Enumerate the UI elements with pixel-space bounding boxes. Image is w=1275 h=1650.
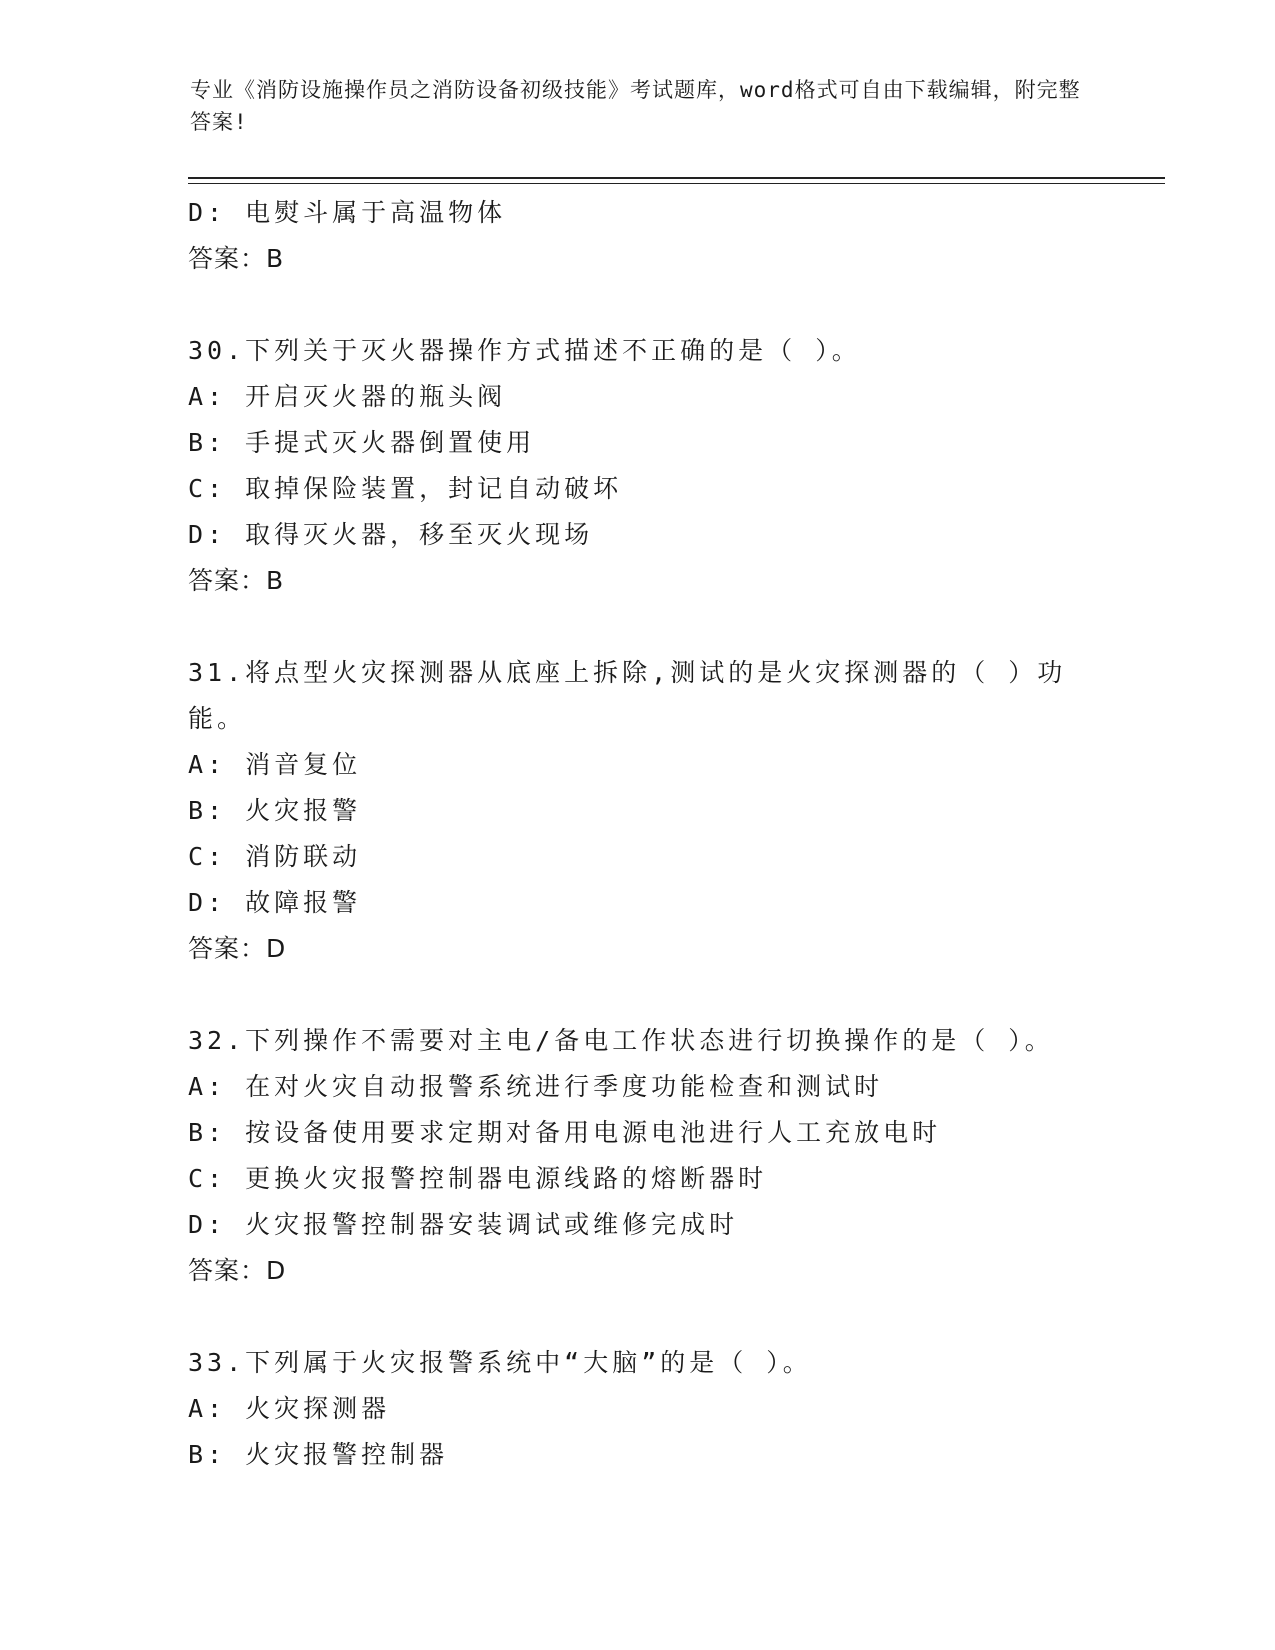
spacer (188, 282, 1088, 328)
answer: 答案：D (188, 1256, 287, 1285)
option-b: B: 火灾报警 (188, 796, 362, 825)
option-b: B: 按设备使用要求定期对备用电源电池进行人工充放电时 (188, 1118, 942, 1147)
question-stem: 30.下列关于灭火器操作方式描述不正确的是（ ）。 (188, 336, 861, 365)
carryover-option-d: D: 电熨斗属于高温物体 (188, 198, 507, 227)
question-stem: 31.将点型火灾探测器从底座上拆除,测试的是火灾探测器的（ ）功能。 (188, 658, 1067, 733)
option-b: B: 手提式灭火器倒置使用 (188, 428, 536, 457)
answer: 答案：B (188, 566, 285, 595)
option-a: A: 火灾探测器 (188, 1394, 391, 1423)
header-rule-thick (188, 177, 1165, 179)
option-c: C: 更换火灾报警控制器电源线路的熔断器时 (188, 1164, 768, 1193)
question-stem: 32.下列操作不需要对主电/备电工作状态进行切换操作的是（ ）。 (188, 1026, 1054, 1055)
option-d: D: 取得灭火器，移至灭火现场 (188, 520, 594, 549)
question-30 (188, 328, 1088, 604)
question-31 (188, 650, 1088, 972)
question-33 (188, 1340, 1088, 1478)
spacer (188, 604, 1088, 650)
spacer (188, 1294, 1088, 1340)
option-a: A: 开启灭火器的瓶头阀 (188, 382, 507, 411)
document-header: 专业《消防设施操作员之消防设备初级技能》考试题库，word格式可自由下载编辑，附完整答案! (190, 78, 1081, 134)
option-b: B: 火灾报警控制器 (188, 1440, 449, 1469)
option-d: D: 火灾报警控制器安装调试或维修完成时 (188, 1210, 739, 1239)
option-a: A: 消音复位 (188, 750, 362, 779)
option-c: C: 取掉保险装置，封记自动破坏 (188, 474, 623, 503)
spacer (188, 972, 1088, 1018)
question-32 (188, 1018, 1088, 1294)
answer: 答案：D (188, 934, 287, 963)
question-stem: 33.下列属于火灾报警系统中“大脑”的是（ ）。 (188, 1348, 812, 1377)
option-d: D: 故障报警 (188, 888, 362, 917)
header-rule-thin (188, 183, 1165, 184)
option-c: C: 消防联动 (188, 842, 362, 871)
option-a: A: 在对火灾自动报警系统进行季度功能检查和测试时 (188, 1072, 884, 1101)
question-list (188, 190, 1088, 1478)
carryover-answer: 答案：B (188, 244, 285, 273)
